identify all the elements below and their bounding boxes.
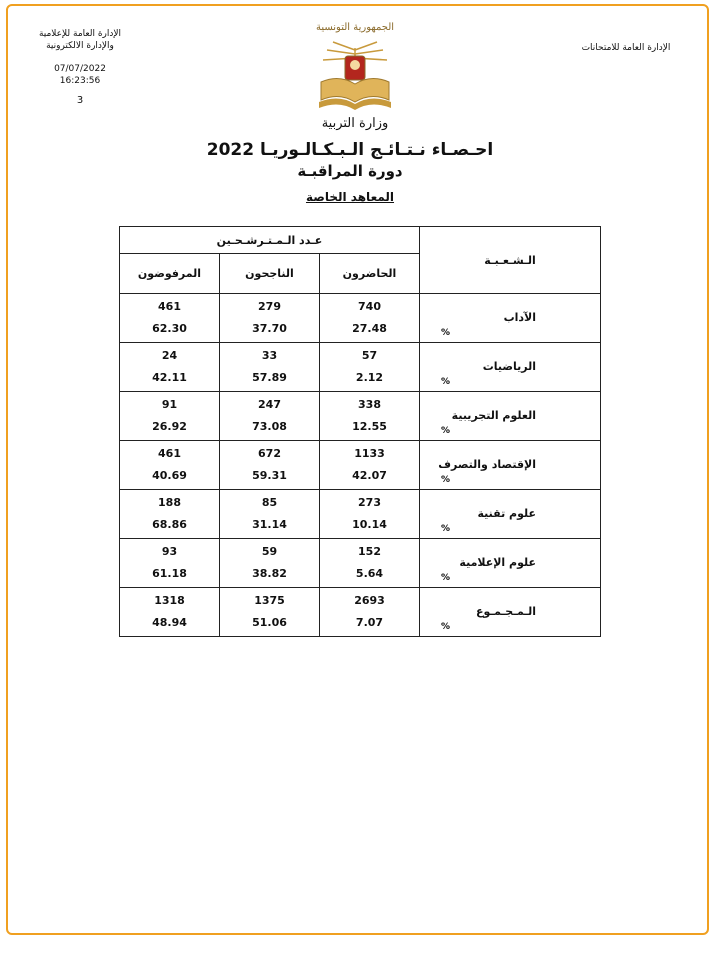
present-count: 152 <box>358 545 381 558</box>
passed-percent: 38.82 <box>252 567 287 580</box>
table-row <box>120 343 601 392</box>
present-count: 2693 <box>354 594 385 607</box>
branch-cell <box>420 490 601 539</box>
failed-percent: 62.30 <box>152 322 187 335</box>
branch-cell <box>420 441 601 490</box>
percent-symbol: % <box>441 426 451 436</box>
percent-symbol: % <box>441 524 451 534</box>
present-cell <box>320 490 420 539</box>
print-time: 16:23:56 <box>59 76 101 86</box>
present-count: 740 <box>358 300 381 313</box>
table-header-row <box>120 227 601 254</box>
failed-count: 91 <box>161 398 178 411</box>
branch-column-header: الـشـعـبـة <box>420 227 601 294</box>
failed-count: 93 <box>161 545 178 558</box>
failed-count: 24 <box>161 349 178 362</box>
failed-percent: 40.69 <box>152 469 187 482</box>
total-row <box>120 588 601 637</box>
failed-cell <box>120 392 220 441</box>
failed-cell <box>120 490 220 539</box>
table-row <box>120 294 601 343</box>
passed-cell <box>220 294 320 343</box>
results-table <box>119 226 601 637</box>
print-datetime <box>40 63 120 87</box>
table-row <box>120 490 601 539</box>
table-row <box>120 539 601 588</box>
failed-percent: 48.94 <box>152 616 187 629</box>
present-cell <box>320 539 420 588</box>
failed-percent: 68.86 <box>152 518 187 531</box>
exams-department-header: الإدارة العامة للامتحانات <box>581 43 671 53</box>
failed-percent: 42.11 <box>152 371 187 384</box>
passed-cell <box>220 539 320 588</box>
branch-cell <box>420 392 601 441</box>
passed-percent: 51.06 <box>252 616 287 629</box>
print-date: 07/07/2022 <box>54 64 106 74</box>
page-number: 3 <box>76 95 84 106</box>
present-cell <box>320 588 420 637</box>
passed-count: 59 <box>261 545 278 558</box>
branch-name: الـمـجـمـوع <box>475 605 536 618</box>
it-department-header <box>34 28 126 52</box>
present-count: 338 <box>358 398 381 411</box>
present-count: 1133 <box>354 447 385 460</box>
failed-cell <box>120 294 220 343</box>
branch-name: علوم الإعلامية <box>459 556 536 569</box>
report-title: احـصـاء نـتـائـج الـبـكـالـوريـا 2022 <box>206 140 494 160</box>
table-row <box>120 441 601 490</box>
passed-cell <box>220 343 320 392</box>
republic-label: الجمهورية التونسية <box>315 22 395 33</box>
session-title: دورة المراقبـة <box>297 162 403 180</box>
passed-percent: 73.08 <box>252 420 287 433</box>
passed-cell <box>220 588 320 637</box>
branch-name: العلوم التجريبية <box>451 409 536 422</box>
present-percent: 12.55 <box>352 420 387 433</box>
it-department-line1: الإدارة العامة للإعلامية <box>38 29 122 39</box>
passed-count: 279 <box>258 300 281 313</box>
passed-percent: 37.70 <box>252 322 287 335</box>
failed-count: 461 <box>158 447 181 460</box>
present-cell <box>320 392 420 441</box>
present-percent: 10.14 <box>352 518 387 531</box>
passed-percent: 57.89 <box>252 371 287 384</box>
present-percent: 7.07 <box>355 616 384 629</box>
passed-percent: 59.31 <box>252 469 287 482</box>
section-title <box>200 190 500 204</box>
failed-count: 1318 <box>154 594 185 607</box>
branch-cell <box>420 539 601 588</box>
failed-cell <box>120 343 220 392</box>
percent-symbol: % <box>441 622 451 632</box>
percent-symbol: % <box>441 377 451 387</box>
passed-count: 85 <box>261 496 278 509</box>
section-label: المعاهد الخاصة <box>305 190 395 204</box>
failed-cell <box>120 441 220 490</box>
branch-cell <box>420 294 601 343</box>
failed-percent: 26.92 <box>152 420 187 433</box>
passed-cell <box>220 490 320 539</box>
ministry-name: وزارة التربية <box>321 116 389 131</box>
failed-cell <box>120 588 220 637</box>
branch-name: الإقتصاد والتصرف <box>438 458 536 471</box>
branch-name: علوم تقنية <box>477 507 536 520</box>
percent-symbol: % <box>441 573 451 583</box>
percent-symbol: % <box>441 328 451 338</box>
passed-count: 672 <box>258 447 281 460</box>
ministry-emblem <box>305 22 405 132</box>
failed-column-header: المرفوضون <box>120 254 220 294</box>
branch-cell <box>420 588 601 637</box>
present-cell <box>320 441 420 490</box>
present-count: 273 <box>358 496 381 509</box>
present-column-header: الحاضرون <box>320 254 420 294</box>
present-percent: 2.12 <box>355 371 384 384</box>
passed-cell <box>220 441 320 490</box>
passed-column-header: الناجحون <box>220 254 320 294</box>
failed-count: 188 <box>158 496 181 509</box>
branch-cell <box>420 343 601 392</box>
present-cell <box>320 343 420 392</box>
it-department-line2: والإدارة الالكترونية <box>46 41 114 51</box>
passed-count: 33 <box>261 349 278 362</box>
failed-count: 461 <box>158 300 181 313</box>
branch-name: الرياضيات <box>482 360 536 373</box>
passed-percent: 31.14 <box>252 518 287 531</box>
failed-cell <box>120 539 220 588</box>
percent-symbol: % <box>441 475 451 485</box>
branch-name: الآداب <box>503 311 536 324</box>
table-row <box>120 392 601 441</box>
open-book-logo-icon <box>315 38 395 116</box>
passed-count: 1375 <box>254 594 285 607</box>
present-count: 57 <box>361 349 378 362</box>
present-percent: 27.48 <box>352 322 387 335</box>
passed-cell <box>220 392 320 441</box>
failed-percent: 61.18 <box>152 567 187 580</box>
present-percent: 42.07 <box>352 469 387 482</box>
passed-count: 247 <box>258 398 281 411</box>
candidates-header: عـدد الـمـتـرشـحـين <box>120 227 420 254</box>
present-cell <box>320 294 420 343</box>
present-percent: 5.64 <box>355 567 384 580</box>
